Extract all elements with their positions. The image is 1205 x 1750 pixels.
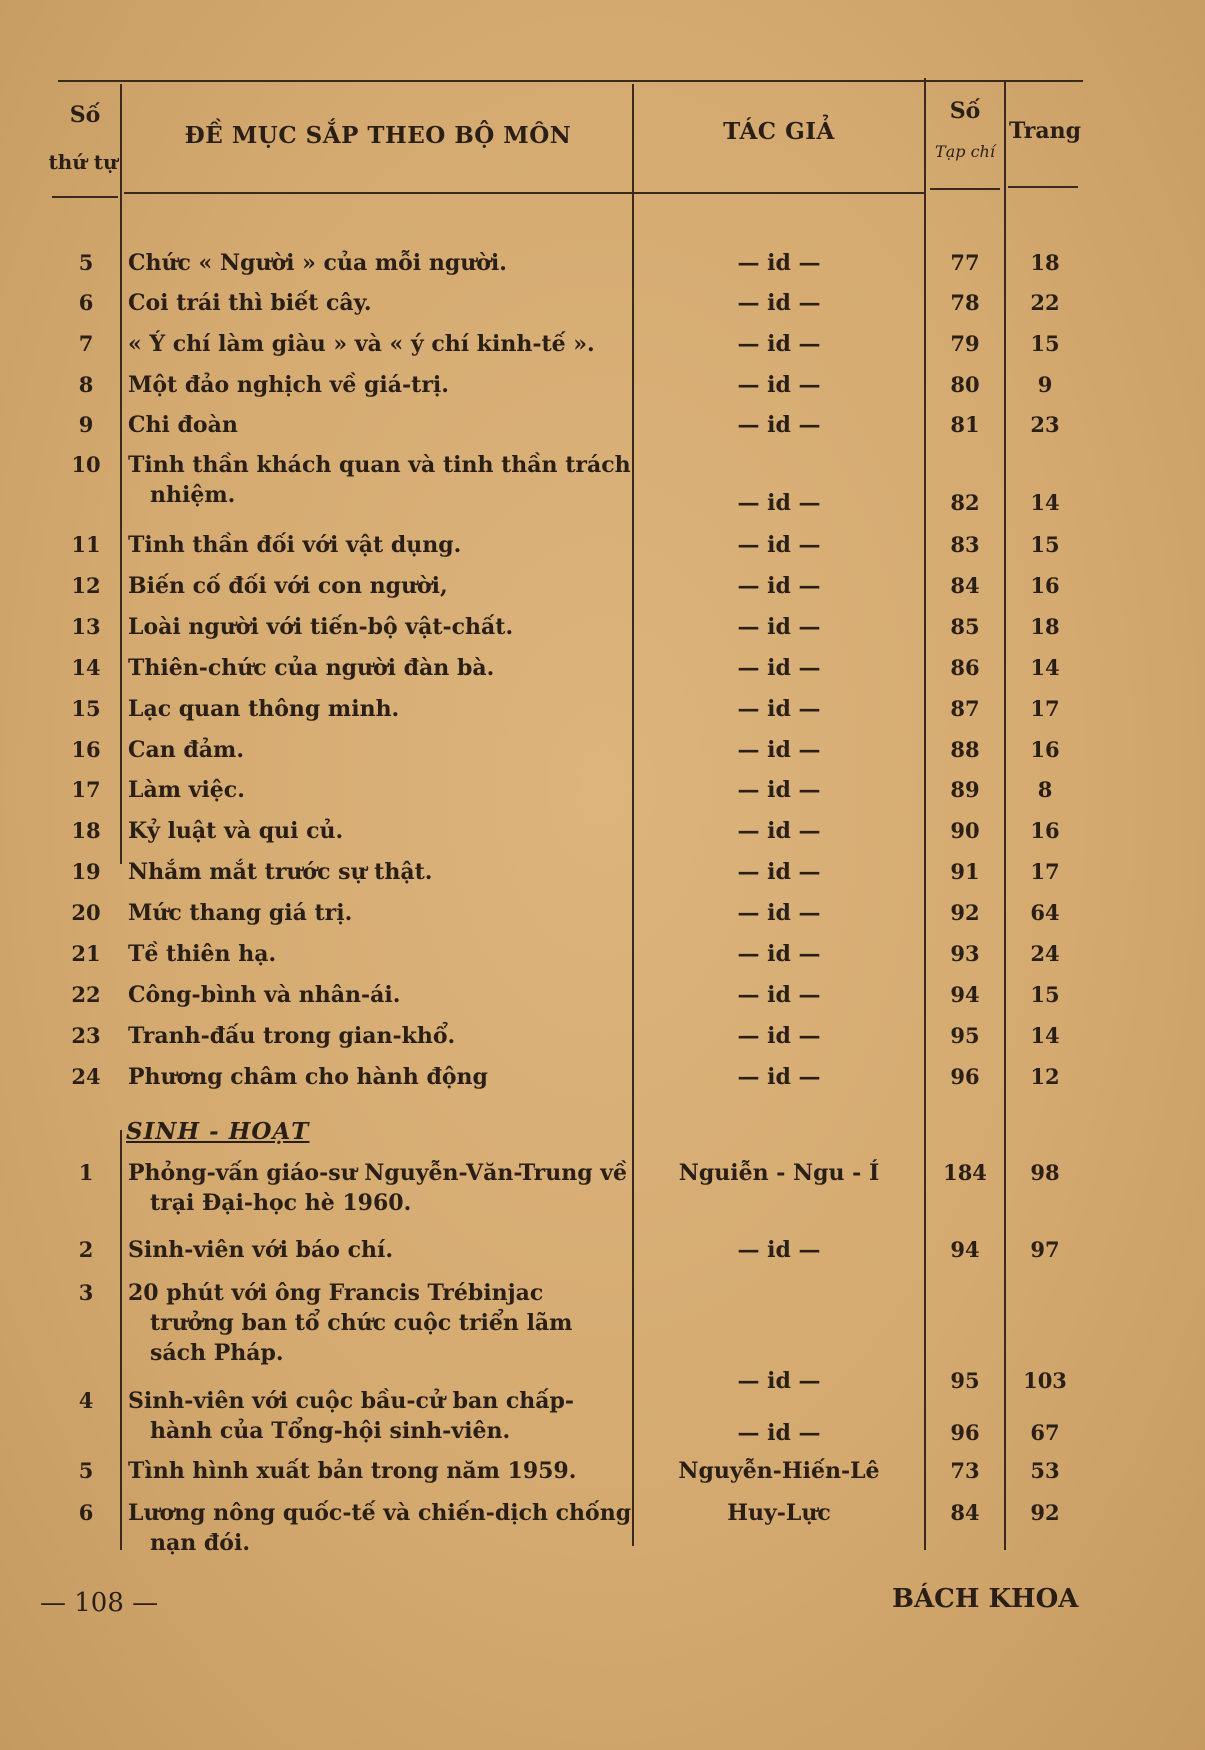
row-page: 16 [1030,818,1060,843]
row-page: 15 [1030,982,1060,1007]
row-page: 14 [1030,1023,1060,1048]
row-number: 14 [71,655,101,680]
row-title-cont: hành của Tổng-hội sinh-viên. [150,1418,511,1444]
header-issue-bottom: Tạp chí [935,142,995,161]
row-author: — id — [737,696,821,722]
row-issue: 184 [943,1160,987,1185]
row-title: Tinh thần khách quan và tinh thần trách [128,452,631,478]
row-title: Sinh-viên với cuộc bầu-cử ban chấp- [128,1388,575,1414]
row-page: 18 [1030,614,1060,639]
row-author: — id — [737,573,821,599]
row-number: 7 [78,331,94,356]
section-title: SINH - HOẠT [126,1118,310,1145]
row-number: 2 [78,1237,94,1262]
row-issue: 77 [950,250,980,275]
row-issue: 92 [950,900,980,925]
row-author: — id — [737,1368,821,1394]
row-title: Lạc quan thông minh. [128,696,400,722]
page-number: — 108 — [40,1588,159,1618]
row-title: Sinh-viên với báo chí. [128,1237,394,1263]
row-issue: 80 [950,372,980,397]
row-page: 103 [1023,1368,1067,1393]
row-author: — id — [737,818,821,844]
row-number: 9 [78,412,94,437]
row-number: 19 [71,859,101,884]
row-number: 11 [71,532,101,557]
row-number: 16 [71,737,101,762]
row-issue: 86 [950,655,980,680]
row-issue: 89 [950,777,980,802]
row-title: Tinh thần đối với vật dụng. [128,532,462,558]
row-author: Nguiễn - Ngu - Í [678,1160,880,1186]
row-issue: 93 [950,941,980,966]
row-title: Mức thang giá trị. [128,900,353,926]
row-author: — id — [737,777,821,803]
row-page: 8 [1037,777,1053,802]
row-number: 5 [78,250,94,275]
row-title: Tranh-đấu trong gian-khổ. [128,1023,456,1049]
row-title-cont: trại Đại-học hè 1960. [150,1190,412,1216]
row-title-cont: trưởng ban tổ chức cuộc triển lãm [150,1310,573,1336]
row-number: 5 [78,1458,94,1483]
row-author: — id — [737,532,821,558]
row-page: 16 [1030,737,1060,762]
row-issue: 79 [950,331,980,356]
row-title: Loài người với tiến-bộ vật-chất. [128,614,514,640]
row-issue: 91 [950,859,980,884]
row-page: 24 [1030,941,1060,966]
row-issue: 95 [950,1023,980,1048]
row-number: 12 [71,573,101,598]
row-page: 97 [1030,1237,1060,1262]
row-author: — id — [737,941,821,967]
row-title: Phương châm cho hành động [128,1064,488,1090]
row-page: 98 [1030,1160,1060,1185]
row-page: 53 [1030,1458,1060,1483]
row-page: 18 [1030,250,1060,275]
row-issue: 82 [950,490,980,515]
row-author: — id — [737,614,821,640]
row-title: Thiên-chức của người đàn bà. [128,655,495,681]
row-title: Một đảo nghịch về giá-trị. [128,372,449,398]
row-issue: 88 [950,737,980,762]
row-issue: 78 [950,290,980,315]
row-issue: 94 [950,1237,980,1262]
row-page: 23 [1030,412,1060,437]
row-issue: 96 [950,1420,980,1445]
row-number: 23 [71,1023,101,1048]
row-number: 22 [71,982,101,1007]
row-title: Lương nông quốc-tế và chiến-dịch chống [128,1500,632,1526]
row-title: Chức « Người » của mỗi người. [128,250,507,276]
row-page: 14 [1030,655,1060,680]
row-title-cont: sách Pháp. [150,1340,284,1366]
row-author: — id — [737,900,821,926]
row-title-cont: nạn đói. [150,1530,250,1556]
row-author: — id — [737,1420,821,1446]
row-author: — id — [737,737,821,763]
row-author: — id — [737,982,821,1008]
row-author: — id — [737,859,821,885]
header-so: Số [69,102,101,128]
header-issue-top: Số [949,98,981,124]
header-page-col: Trang [1009,118,1081,144]
row-title: Nhắm mắt trước sự thật. [128,859,433,885]
row-page: 17 [1030,859,1060,884]
row-page: 9 [1037,372,1053,397]
row-title: Tề thiên hạ. [128,941,277,967]
row-number: 3 [78,1280,94,1305]
magazine-name: BÁCH KHOA [892,1584,1079,1614]
row-page: 67 [1030,1420,1060,1445]
row-page: 16 [1030,573,1060,598]
row-title: « Ý chí làm giàu » và « ý chí kinh-tế ». [128,331,595,357]
row-author: — id — [737,331,821,357]
row-issue: 83 [950,532,980,557]
row-issue: 81 [950,412,980,437]
row-author: — id — [737,655,821,681]
row-page: 17 [1030,696,1060,721]
row-number: 1 [78,1160,94,1185]
header-thu-tu: thứ tự [48,150,118,174]
row-author: — id — [737,1023,821,1049]
row-issue: 95 [950,1368,980,1393]
row-author: Huy-Lực [727,1500,831,1526]
row-issue: 87 [950,696,980,721]
row-issue: 84 [950,1500,980,1525]
row-number: 20 [71,900,101,925]
row-page: 22 [1030,290,1060,315]
row-title: Coi trái thì biết cây. [128,290,372,316]
row-number: 24 [71,1064,101,1089]
row-number: 15 [71,696,101,721]
header-title-col: ĐỀ MỤC SẮP THEO BỘ MÔN [184,122,572,149]
row-author: — id — [737,490,821,516]
row-number: 4 [78,1388,94,1413]
row-title: Kỷ luật và qui củ. [128,818,344,844]
row-title: Can đảm. [128,737,244,763]
row-number: 6 [78,1500,94,1525]
row-title: Biến cố đối với con người, [128,573,448,599]
row-number: 21 [71,941,101,966]
row-author: — id — [737,412,821,438]
row-page: 15 [1030,331,1060,356]
row-title: Tình hình xuất bản trong năm 1959. [128,1458,577,1484]
row-number: 18 [71,818,101,843]
row-author: — id — [737,372,821,398]
row-author: — id — [737,290,821,316]
row-title: Chi đoàn [128,412,238,438]
row-author: — id — [737,1237,821,1263]
row-page: 15 [1030,532,1060,557]
row-page: 14 [1030,490,1060,515]
row-author: — id — [737,250,821,276]
row-issue: 85 [950,614,980,639]
row-issue: 96 [950,1064,980,1089]
row-issue: 90 [950,818,980,843]
row-title: Công-bình và nhân-ái. [128,982,401,1008]
row-title-cont: nhiệm. [150,482,236,508]
row-number: 13 [71,614,101,639]
row-author: — id — [737,1064,821,1090]
row-number: 10 [71,452,101,477]
row-author: Nguyễn-Hiến-Lê [678,1458,880,1484]
row-page: 92 [1030,1500,1060,1525]
row-number: 17 [71,777,101,802]
row-number: 8 [78,372,94,397]
row-page: 12 [1030,1064,1060,1089]
row-page: 64 [1030,900,1060,925]
row-issue: 73 [950,1458,980,1483]
row-title: Làm việc. [128,777,245,803]
row-issue: 94 [950,982,980,1007]
row-title: Phỏng-vấn giáo-sư Nguyễn-Văn-Trung về [128,1160,628,1186]
header-author-col: TÁC GIẢ [723,118,835,145]
row-title: 20 phút với ông Francis Trébinjac [128,1280,544,1306]
row-number: 6 [78,290,94,315]
row-issue: 84 [950,573,980,598]
